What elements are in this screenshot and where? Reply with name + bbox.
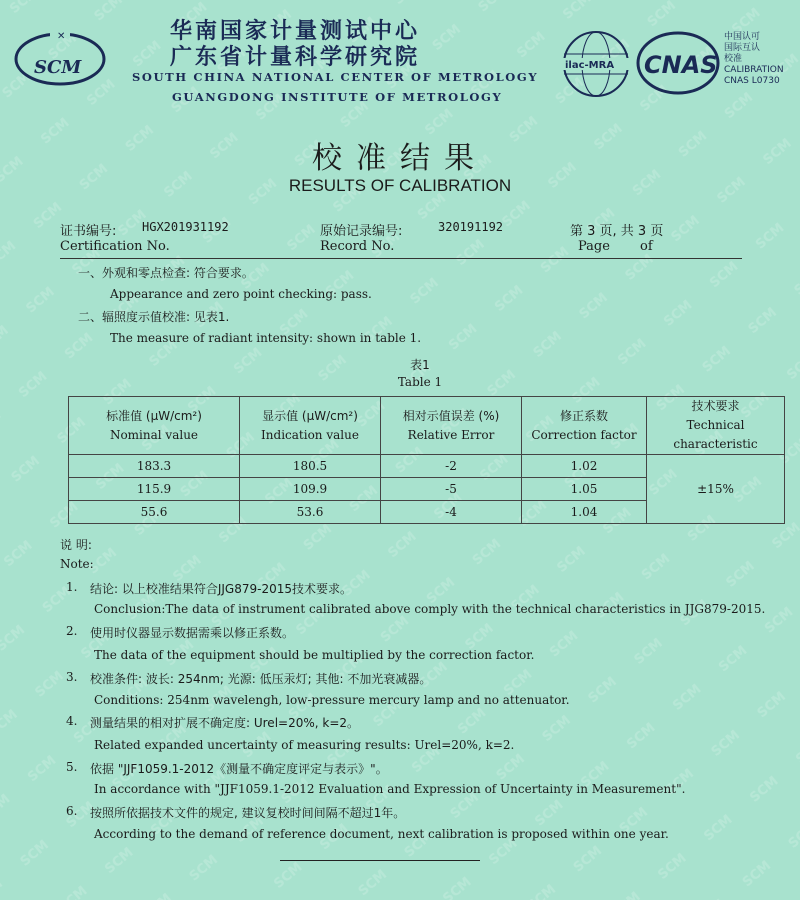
note-3-en: Conditions: 254nm wavelengh, low-pressure mercury lamp and no attenuator. — [94, 693, 570, 707]
org-name-en-2: GUANGDONG INSTITUTE OF METROLOGY — [172, 90, 503, 104]
cell-nominal: 183.3 — [69, 455, 240, 478]
cell-technical: ±15% — [647, 455, 785, 524]
cnas-caption-cn-1: 中国认可 — [724, 32, 761, 42]
svg-text:CNAS: CNAS — [644, 51, 718, 79]
cell-factor: 1.05 — [522, 478, 647, 501]
cell-factor: 1.04 — [522, 501, 647, 524]
header-error-cn: 相对示值误差 (%) — [402, 408, 500, 423]
record-label-en: Record No. — [320, 239, 395, 254]
calibration-table — [68, 396, 785, 524]
header-technical-en: Technical characteristic — [673, 418, 758, 451]
title-cn: 校准结果 — [312, 141, 488, 176]
org-name-en-1: SOUTH CHINA NATIONAL CENTER OF METROLOGY — [132, 70, 539, 84]
section-2-cn: 二、辐照度示值校准: 见表1. — [78, 310, 230, 324]
cnas-caption-cn-3: 校准 — [724, 54, 743, 64]
title-en: RESULTS OF CALIBRATION — [288, 176, 512, 195]
note-5-en: In accordance with "JJF1059.1-2012 Evaluation and Expression of Uncertainty in Measurement". — [94, 782, 686, 796]
of-label-en: of — [640, 239, 653, 254]
cell-nominal: 55.6 — [69, 501, 240, 524]
cell-error: -4 — [381, 501, 522, 524]
header-factor-cn: 修正系数 — [559, 408, 608, 423]
header-indication-en: Indication value — [261, 427, 359, 442]
table-row — [69, 455, 785, 478]
cnas-caption — [724, 32, 784, 87]
table-caption-en: Table 1 — [397, 375, 443, 389]
header-indication-cn: 显示值 (μW/cm²) — [262, 408, 358, 423]
note-6-en: According to the demand of reference document, next calibration is proposed within one year. — [94, 827, 669, 841]
note-2-en: The data of the equipment should be multiplied by the correction factor. — [94, 648, 535, 662]
notes-label-cn: 说 明: — [60, 538, 92, 552]
scm-logo-text: SCM — [34, 57, 82, 78]
header-factor — [522, 397, 647, 455]
header-nominal — [69, 397, 240, 455]
table-header-row — [69, 397, 785, 455]
note-5-number: 5. — [66, 760, 78, 774]
note-6-cn: 按照所依据技术文件的规定, 建议复校时间间隔不超过1年。 — [90, 806, 406, 820]
cell-error: -2 — [381, 455, 522, 478]
section-2-en: The measure of radiant intensity: shown in table 1. — [110, 331, 422, 345]
ilac-mra-logo — [560, 28, 632, 100]
table-caption-cn: 表1 — [410, 358, 430, 372]
header-factor-en: Correction factor — [531, 427, 637, 442]
cell-indication: 180.5 — [240, 455, 381, 478]
org-name-cn-2: 广东省计量科学研究院 — [170, 45, 421, 70]
section-1-cn: 一、外观和零点检查: 符合要求。 — [78, 266, 254, 280]
page-number-cn: 第 3 页, 共 3 页 — [570, 224, 664, 239]
header-technical — [647, 397, 785, 455]
note-2-cn: 使用时仪器显示数据需乘以修正系数。 — [90, 626, 295, 640]
cnas-caption-en-1: CALIBRATION — [724, 65, 784, 75]
header-error-en: Relative Error — [407, 427, 495, 442]
cnas-logo — [636, 30, 720, 96]
org-name-cn-1: 华南国家计量测试中心 — [170, 19, 421, 44]
note-3-number: 3. — [66, 670, 78, 684]
header-indication — [240, 397, 381, 455]
svg-text:✕: ✕ — [57, 31, 66, 42]
note-1-number: 1. — [66, 580, 78, 594]
signature-line — [280, 860, 480, 861]
note-2-number: 2. — [66, 624, 78, 638]
cert-number: HGX201931192 — [142, 220, 229, 234]
cell-nominal: 115.9 — [69, 478, 240, 501]
note-4-number: 4. — [66, 714, 78, 728]
cnas-caption-en-2: CNAS L0730 — [724, 76, 780, 86]
cert-label-en: Certification No. — [60, 239, 170, 254]
header-nominal-cn: 标准值 (μW/cm²) — [106, 408, 202, 423]
note-4-cn: 测量结果的相对扩展不确定度: Urel=20%, k=2。 — [90, 716, 360, 730]
record-number: 320191192 — [438, 220, 504, 234]
note-6-number: 6. — [66, 804, 78, 818]
section-1-en: Appearance and zero point checking: pass. — [110, 287, 372, 301]
svg-text:ilac-MRA: ilac-MRA — [565, 60, 615, 71]
cnas-caption-cn-2: 国际互认 — [724, 43, 761, 53]
header-technical-cn: 技术要求 — [691, 399, 740, 413]
notes-label-en: Note: — [60, 557, 94, 571]
header-rule — [60, 258, 742, 259]
cell-factor: 1.02 — [522, 455, 647, 478]
header-error — [381, 397, 522, 455]
note-3-cn: 校准条件: 波长: 254nm; 光源: 低压汞灯; 其他: 不加光衰减器。 — [90, 672, 432, 686]
page-label-en: Page — [578, 239, 610, 254]
header-nominal-en: Nominal value — [109, 427, 199, 442]
scm-logo — [10, 26, 110, 92]
cell-error: -5 — [381, 478, 522, 501]
cert-label-cn: 证书编号: — [60, 224, 117, 239]
note-5-cn: 依据 "JJF1059.1-2012《测量不确定度评定与表示》"。 — [90, 762, 388, 776]
note-4-en: Related expanded uncertainty of measuring results: Urel=20%, k=2. — [94, 738, 515, 752]
note-1-cn: 结论: 以上校准结果符合JJG879-2015技术要求。 — [90, 582, 353, 596]
cell-indication: 109.9 — [240, 478, 381, 501]
record-label-cn: 原始记录编号: — [320, 224, 403, 239]
cell-indication: 53.6 — [240, 501, 381, 524]
note-1-en: Conclusion:The data of instrument calibrated above comply with the technical characteristics in JJG879-2015. — [94, 602, 766, 616]
